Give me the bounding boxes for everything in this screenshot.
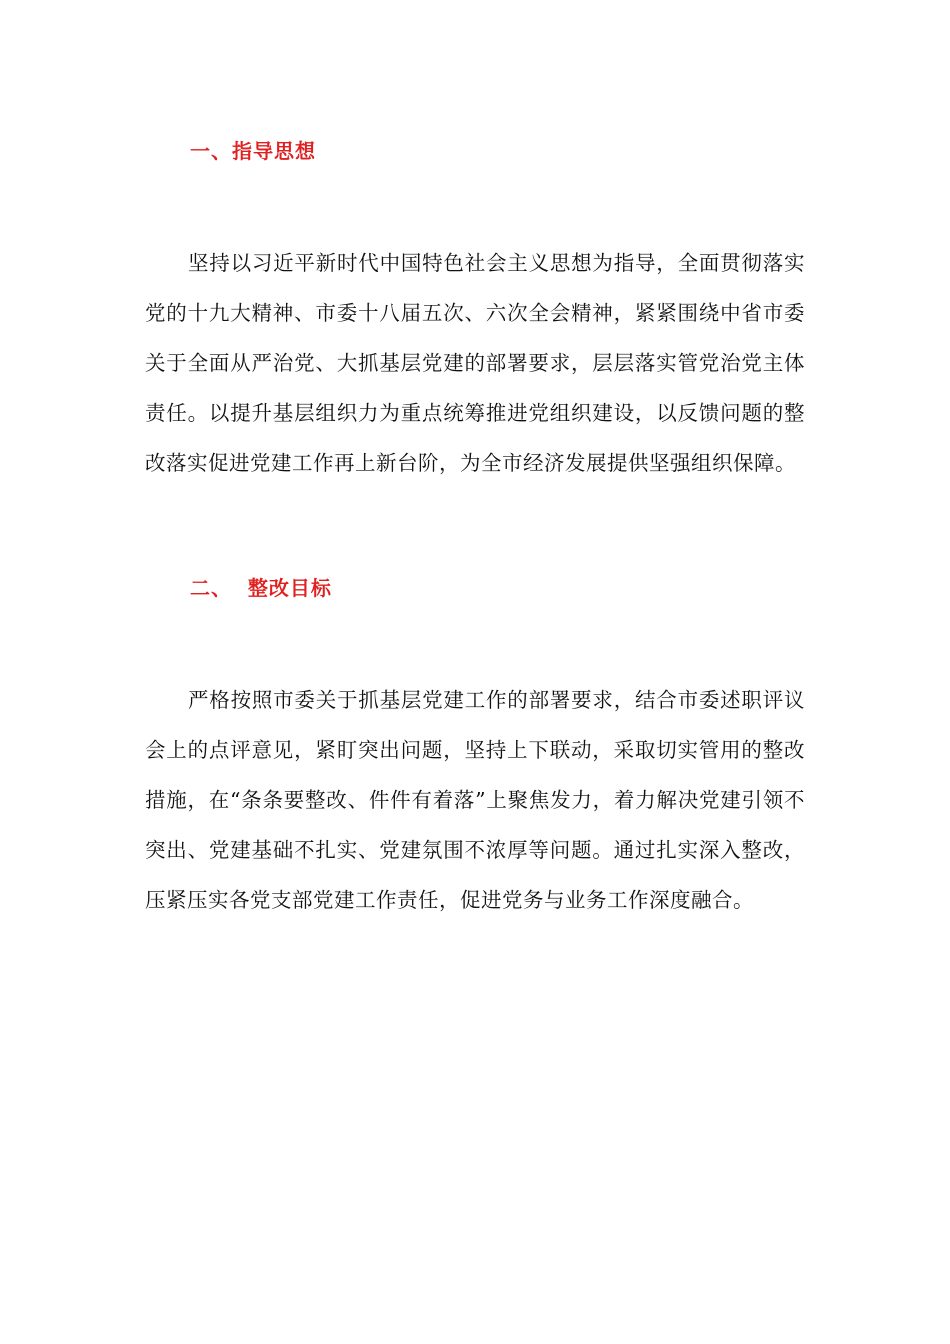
section-paragraph-rectification-goals: 严格按照市委关于抓基层党建工作的部署要求，结合市委述职评议会上的点评意见，紧盯突出问题，坚持上下联动，采取切实管用的整改措施，在“条条要整改、件件有着落”上聚焦发力，着力解决党建引领不突出、党建基础不扎实、党建氛围不浓厚等问题。通过扎实深入整改，压紧压实各党支部党建工作责任，促进党务与业务工作深度融合。: [145, 688, 805, 912]
section-heading-guiding-ideology: 一、指导思想: [190, 139, 316, 163]
section-heading-rectification-goals: 二、 整改目标: [190, 576, 332, 600]
section-paragraph-guiding-ideology: 坚持以习近平新时代中国特色社会主义思想为指导，全面贯彻落实党的十九大精神、市委十八届五次、六次全会精神，紧紧围绕中省市委关于全面从严治党、大抓基层党建的部署要求，层层落实管党治党主体责任。以提升基层组织力为重点统筹推进党组织建设，以反馈问题的整改落实促进党建工作再上新台阶，为全市经济发展提供坚强组织保障。: [145, 251, 805, 475]
